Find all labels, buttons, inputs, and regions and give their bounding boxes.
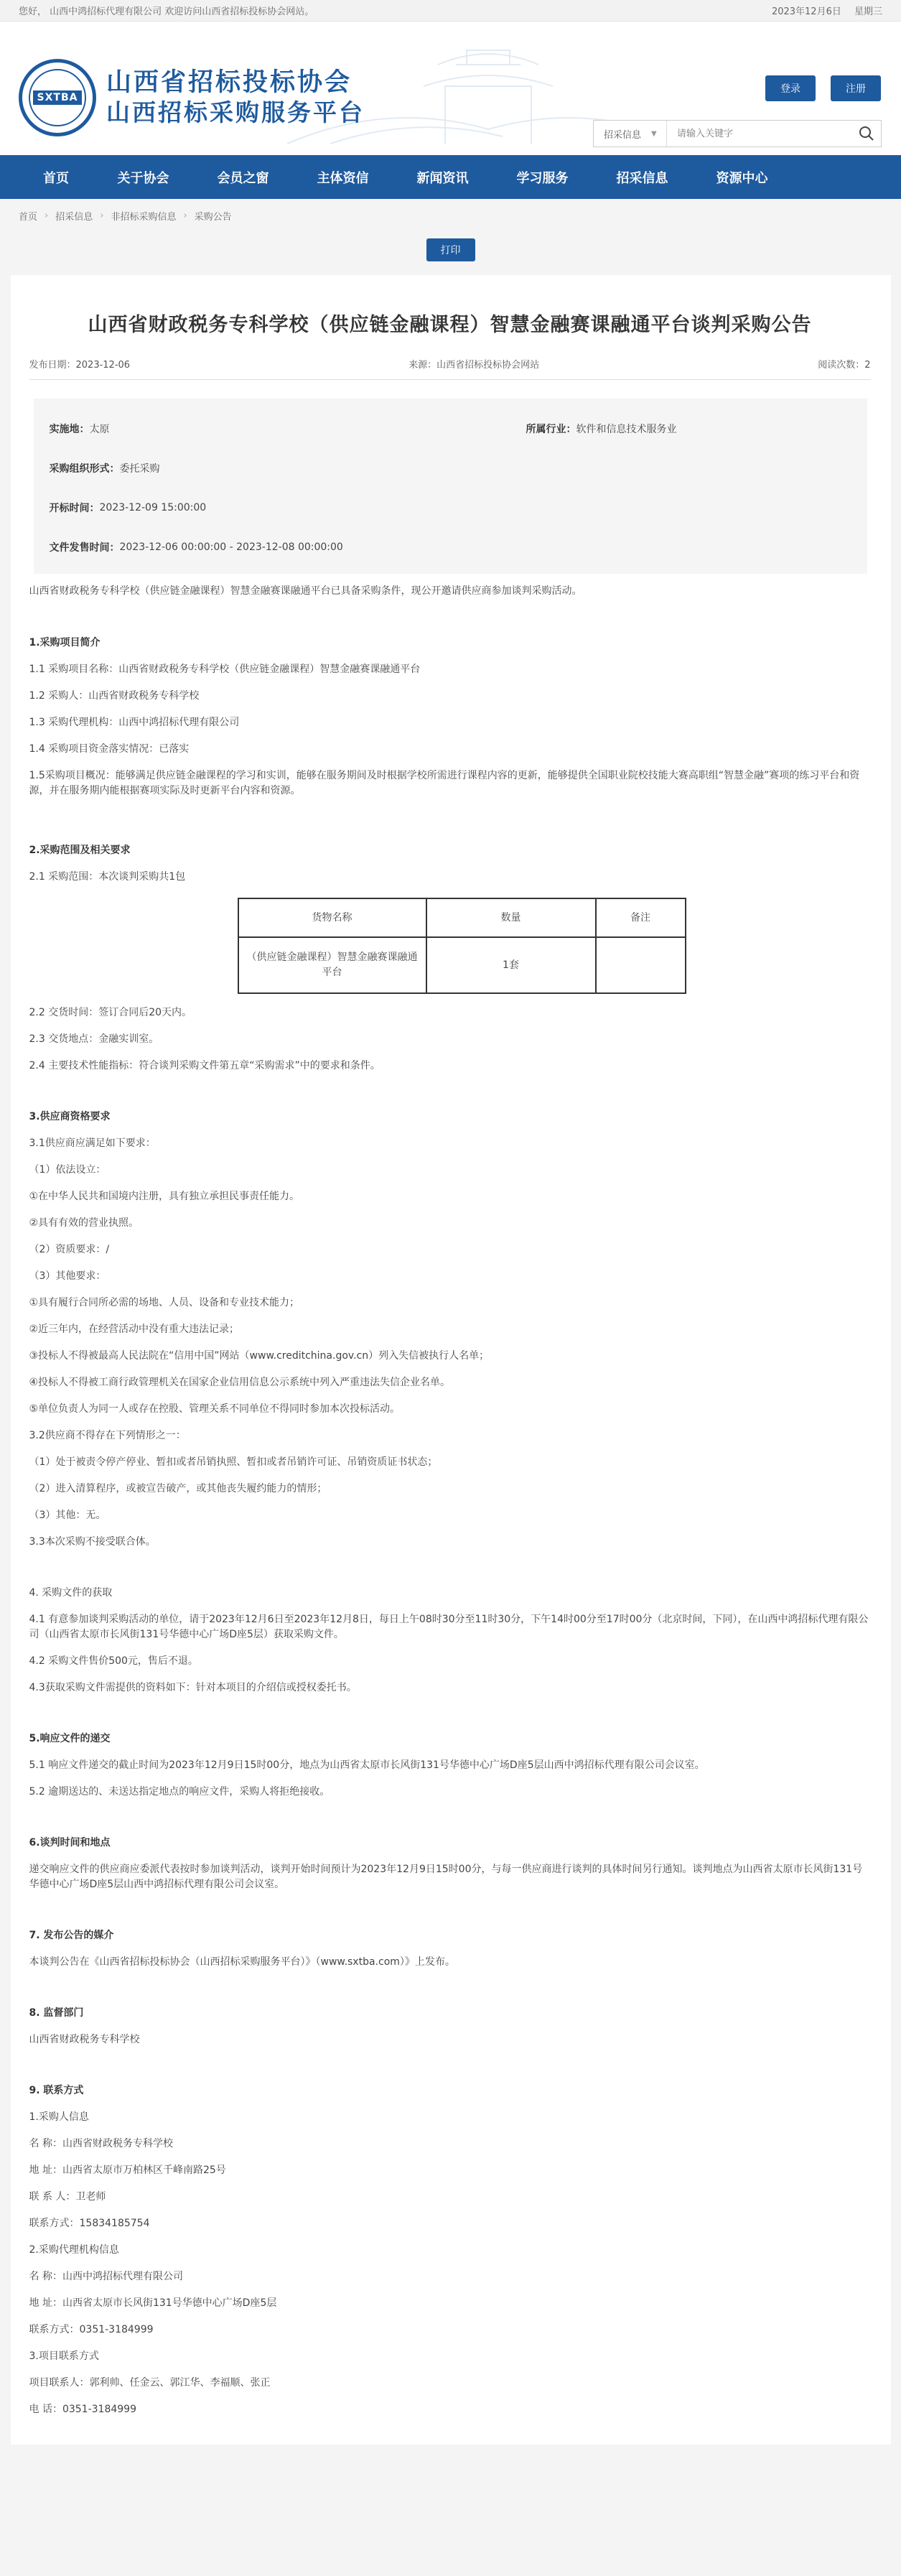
top-bar bbox=[0, 0, 901, 22]
paragraph: 地 址：山西省太原市万柏林区千峰南路25号 bbox=[29, 2165, 226, 2176]
paragraph: 5.2 逾期送达的、未送达指定地点的响应文件，采购人将拒绝接收。 bbox=[29, 1786, 330, 1798]
paragraph: （3）其他要求： bbox=[29, 1270, 106, 1282]
paragraph: 2.4 主要技术性能指标：符合谈判采购文件第五章“采购需求”中的要求和条件。 bbox=[29, 1060, 381, 1071]
paragraph: （2）进入清算程序，或被宣告破产，或其他丧失履约能力的情形； bbox=[29, 1483, 327, 1494]
paragraph: 3.1供应商应满足如下要求： bbox=[29, 1138, 156, 1149]
paragraph: ②近三年内，在经营活动中没有重大违法记录； bbox=[29, 1324, 240, 1335]
open-time-value: 2023-12-09 15:00:00 bbox=[99, 501, 207, 513]
date-display bbox=[762, 4, 882, 17]
paragraph: 联 系 人：卫老师 bbox=[29, 2191, 106, 2203]
publish-date: 发布日期：2023-12-06 bbox=[29, 360, 131, 371]
paragraph: 递交响应文件的供应商应委派代表按时参加谈判活动，谈判开始时间预计为2023年12月9日15时00分，与每一供应商进行谈判的具体时间另行通知。谈判地点为山西省太原市长风街131号华德中心广场D座5层山西中鸿招标代理有限公司会议室。 bbox=[29, 1864, 863, 1890]
table-row bbox=[238, 937, 686, 993]
paragraph: ①在中华人民共和国境内注册，具有独立承担民事责任能力。 bbox=[29, 1191, 300, 1202]
paragraph: （1）依法设立： bbox=[29, 1164, 106, 1176]
search-icon[interactable] bbox=[852, 121, 881, 147]
paragraph: ①具有履行合同所必需的场地、人员、设备和专业技术能力； bbox=[29, 1297, 300, 1308]
paragraph: 1.采购人信息 bbox=[29, 2111, 89, 2123]
article-title: 山西省财政税务专科学校（供应链金融课程）智慧金融赛课融通平台谈判采购公告 bbox=[88, 314, 812, 336]
breadcrumb-home[interactable]: 首页 bbox=[19, 211, 38, 223]
org-form-label: 采购组织形式： bbox=[49, 462, 120, 475]
doc-sale-value: 2023-12-06 00:00:00 - 2023-12-08 00:00:00 bbox=[119, 541, 343, 553]
paragraph: 5.1 响应文件递交的截止时间为2023年12月9日15时00分，地点为山西省太原市长风街131号华德中心广场D座5层山西中鸿招标代理有限公司会议室。 bbox=[29, 1759, 705, 1771]
industry-value: 软件和信息技术服务业 bbox=[576, 423, 677, 435]
breadcrumb bbox=[0, 199, 901, 232]
paragraph: 4.2 采购文件售价500元，售后不退。 bbox=[29, 1655, 198, 1667]
article bbox=[11, 275, 891, 2445]
breadcrumb-separator-icon: › bbox=[45, 210, 49, 221]
site-header bbox=[0, 22, 901, 155]
paragraph: 2.1 采购范围：本次谈判采购共1包 bbox=[29, 871, 186, 883]
paragraph: 3.项目联系方式 bbox=[29, 2351, 99, 2362]
table-header: 备注 bbox=[596, 898, 686, 937]
paragraph: 2.3 交货地点：金融实训室。 bbox=[29, 1033, 159, 1045]
paragraph: ②具有有效的营业执照。 bbox=[29, 1217, 139, 1229]
section-heading: 9. 联系方式 bbox=[29, 2085, 84, 2096]
article-meta bbox=[29, 357, 871, 380]
greeting-text: 您好， 山西中鸿招标代理有限公司 欢迎访问山西省招标投标协会网站。 bbox=[19, 6, 314, 17]
article-body bbox=[29, 584, 871, 2417]
table-cell: 1套 bbox=[426, 937, 596, 993]
nav-news[interactable]: 新闻资讯 bbox=[416, 170, 469, 186]
table-header: 货物名称 bbox=[238, 898, 426, 937]
nav-credit[interactable]: 主体资信 bbox=[317, 170, 369, 186]
industry-label: 所属行业： bbox=[526, 423, 576, 435]
paragraph: 地 址：山西省太原市长风街131号华德中心广场D座5层 bbox=[29, 2297, 277, 2309]
site-title: 山西省招标投标协会 bbox=[106, 68, 353, 97]
location-value: 太原 bbox=[89, 423, 110, 435]
breadcrumb-procurement[interactable]: 招采信息 bbox=[55, 211, 93, 223]
paragraph: 1.2 采购人：山西省财政税务专科学校 bbox=[29, 690, 200, 702]
search-category-select[interactable] bbox=[594, 121, 667, 147]
nav-resources[interactable]: 资源中心 bbox=[716, 170, 768, 186]
paragraph: （2）资质要求：/ bbox=[29, 1244, 110, 1255]
nav-members[interactable]: 会员之窗 bbox=[217, 170, 269, 186]
print-area bbox=[0, 232, 901, 268]
paragraph: 1.4 采购项目资金落实情况：已落实 bbox=[29, 743, 190, 755]
paragraph: 名 称：山西省财政税务专科学校 bbox=[29, 2138, 173, 2149]
table-header-row bbox=[238, 898, 686, 937]
paragraph: 1.1 采购项目名称：山西省财政税务专科学校（供应链金融课程）智慧金融赛课融通平台 bbox=[29, 664, 421, 675]
section-heading: 5.响应文件的递交 bbox=[29, 1733, 111, 1744]
section-heading: 8. 监督部门 bbox=[29, 2007, 84, 2019]
paragraph: ③投标人不得被最高人民法院在“信用中国”网站（www.creditchina.gov.cn）列入失信被执行人名单； bbox=[29, 1350, 490, 1362]
nav-home[interactable]: 首页 bbox=[43, 170, 69, 186]
paragraph: 4.3获取采购文件需提供的资料如下：针对本项目的介绍信或授权委托书。 bbox=[29, 1682, 357, 1693]
view-count: 阅读次数：2 bbox=[818, 360, 871, 371]
register-button[interactable]: 注册 bbox=[831, 75, 881, 101]
paragraph: 联系方式：0351-3184999 bbox=[29, 2324, 154, 2335]
paragraph: 联系方式：15834185754 bbox=[29, 2218, 150, 2229]
site-logo[interactable] bbox=[19, 59, 365, 136]
main-nav bbox=[0, 155, 901, 199]
paragraph: ④投标人不得被工商行政管理机关在国家企业信用信息公示系统中列入严重违法失信企业名单。 bbox=[29, 1377, 451, 1388]
breadcrumb-non-tender[interactable]: 非招标采购信息 bbox=[111, 211, 177, 223]
nav-procurement[interactable]: 招采信息 bbox=[616, 170, 668, 186]
section-heading: 4. 采购文件的获取 bbox=[29, 1587, 113, 1599]
paragraph: 1.5采购项目概况：能够满足供应链金融课程的学习和实训，能够在服务期间及时根据学校所需进行课程内容的更新，能够提供全国职业院校技能大赛高职组“智慧金融”赛项的练习平台和资源，并在服务期内能根据赛项实际及时更新平台内容和资源。 bbox=[29, 770, 860, 796]
section-heading: 3.供应商资格要求 bbox=[29, 1111, 111, 1122]
paragraph: 4.1 有意参加谈判采购活动的单位，请于2023年12月6日至2023年12月8日，每日上午08时30分至11时30分，下午14时00分至17时00分（北京时间，下同），在山西中鸿招标代理有限公司（山西省太原市长风街131号华德中心广场D座5层）获取采购文件。 bbox=[29, 1614, 869, 1640]
logo-emblem bbox=[19, 59, 96, 136]
paragraph: ⑤单位负责人为同一人或存在控股、管理关系不同单位不得同时参加本次投标活动。 bbox=[29, 1403, 401, 1415]
article-source: 来源：山西省招标投标协会网站 bbox=[409, 360, 540, 371]
section-heading: 6.谈判时间和地点 bbox=[29, 1837, 111, 1849]
search-category-label: 招采信息 bbox=[604, 129, 642, 141]
paragraph: 1.3 采购代理机构：山西中鸿招标代理有限公司 bbox=[29, 717, 240, 728]
breadcrumb-separator-icon: › bbox=[183, 210, 187, 221]
paragraph: 2.2 交货时间：签订合同后20天内。 bbox=[29, 1007, 192, 1018]
paragraph: 电 话：0351-3184999 bbox=[29, 2404, 136, 2415]
org-form-value: 委托采购 bbox=[119, 462, 160, 475]
goods-table bbox=[238, 898, 686, 994]
open-time-label: 开标时间： bbox=[49, 502, 100, 514]
table-header: 数量 bbox=[426, 898, 596, 937]
paragraph: 项目联系人：郭利帅、任金云、郭江华、李福顺、张正 bbox=[29, 2377, 271, 2389]
intro-paragraph: 山西省财政税务专科学校（供应链金融课程）智慧金融赛课融通平台已具备采购条件，现公开邀请供应商参加谈判采购活动。 bbox=[29, 585, 582, 597]
section-heading: 1.采购项目简介 bbox=[29, 637, 101, 648]
logo-badge: SXTBA bbox=[33, 90, 83, 105]
paragraph: 2.采购代理机构信息 bbox=[29, 2244, 119, 2256]
search-bar bbox=[593, 120, 882, 147]
breadcrumb-notice[interactable]: 采购公告 bbox=[194, 211, 232, 223]
project-info-box bbox=[34, 399, 867, 574]
paragraph: 3.2供应商不得存在下列情形之一： bbox=[29, 1430, 186, 1441]
table-cell: （供应链金融课程）智慧金融赛课融通平台 bbox=[238, 937, 426, 993]
nav-about[interactable]: 关于协会 bbox=[117, 170, 169, 186]
location-label: 实施地： bbox=[49, 423, 90, 435]
paragraph: 本谈判公告在《山西省招标投标协会（山西招标采购服务平台）》（www.sxtba.com）》上发布。 bbox=[29, 1956, 455, 1968]
breadcrumb-separator-icon: › bbox=[100, 210, 104, 221]
date-text: 2023年12月6日 bbox=[771, 6, 841, 17]
paragraph: 3.3本次采购不接受联合体。 bbox=[29, 1536, 156, 1548]
weekday-text: 星期三 bbox=[854, 6, 882, 17]
chevron-down-icon: ▼ bbox=[651, 129, 657, 138]
table-cell bbox=[596, 937, 686, 993]
login-button[interactable]: 登录 bbox=[765, 75, 816, 101]
paragraph: 名 称：山西中鸿招标代理有限公司 bbox=[29, 2271, 183, 2282]
section-heading: 2.采购范围及相关要求 bbox=[29, 845, 131, 856]
paragraph: 山西省财政税务专科学校 bbox=[29, 2034, 140, 2045]
print-button[interactable]: 打印 bbox=[426, 238, 475, 261]
search-input[interactable] bbox=[667, 121, 852, 147]
doc-sale-label: 文件发售时间： bbox=[49, 541, 120, 554]
paragraph: （1）处于被责令停产停业、暂扣或者吊销执照、暂扣或者吊销许可证、吊销资质证书状态； bbox=[29, 1456, 438, 1468]
section-heading: 7. 发布公告的媒介 bbox=[29, 1930, 114, 1941]
paragraph: （3）其他：无。 bbox=[29, 1510, 106, 1521]
nav-learning[interactable]: 学习服务 bbox=[516, 170, 569, 186]
site-subtitle: 山西招标采购服务平台 bbox=[106, 98, 365, 126]
